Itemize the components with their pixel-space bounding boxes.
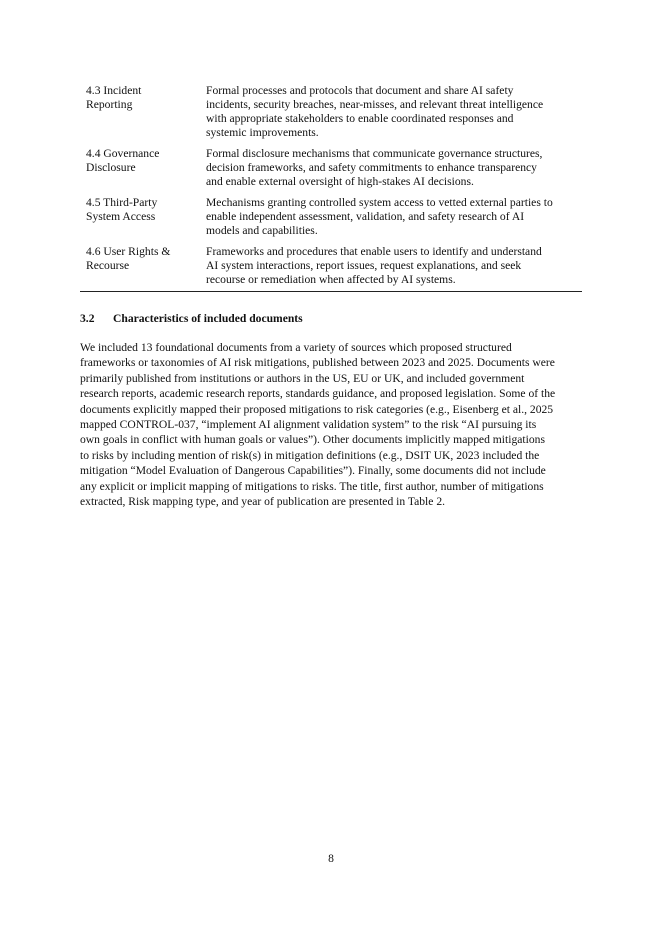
description-line: AI system interactions, report issues, request explanations, and seek — [206, 259, 522, 272]
label-line: 4.6 User Rights & — [86, 245, 171, 258]
table-row — [80, 84, 582, 140]
mitigation-table — [80, 84, 582, 292]
table-bottom-rule — [80, 291, 582, 292]
description-line: incidents, security breaches, near-misses, and relevant threat intelligence — [206, 98, 544, 111]
table-cell-description — [206, 84, 582, 140]
label-line: System Access — [86, 210, 156, 223]
paragraph-line: documents explicitly mapped their proposed mitigations to risk categories (e.g., Eisenberg et al., 2025 — [80, 402, 554, 416]
description-line: Mechanisms granting controlled system access to vetted external parties to — [206, 196, 553, 209]
description-line: Formal disclosure mechanisms that communicate governance structures, — [206, 147, 543, 160]
section-heading — [80, 312, 303, 326]
label-line: Disclosure — [86, 161, 136, 174]
table-cell-label — [86, 84, 206, 140]
table-cell-label — [86, 147, 206, 189]
description-line: enable independent assessment, validation, and safety research of AI — [206, 210, 525, 223]
paragraph-line: extracted, Risk mapping type, and year of publication are presented in Table 2. — [80, 495, 446, 509]
table-cell-label — [86, 245, 206, 287]
description-line: with appropriate stakeholders to enable coordinated responses and — [206, 112, 514, 125]
label-line: Recourse — [86, 259, 130, 272]
description-line: Formal processes and protocols that document and share AI safety — [206, 84, 514, 97]
section-number: 3.2 — [80, 312, 95, 325]
table-cell-description — [206, 245, 582, 287]
paragraph-line: primarily published from institutions or authors in the US, EU or UK, and included government — [80, 371, 525, 385]
section-title: Characteristics of included documents — [113, 312, 303, 325]
description-line: recourse or remediation when affected by AI systems. — [206, 273, 456, 286]
page-number: 8 — [328, 852, 334, 865]
description-line: systemic improvements. — [206, 126, 319, 139]
table-cell-description — [206, 196, 582, 238]
paragraph-line: mitigation “Model Evaluation of Dangerous Capabilities”). Finally, some documents did not include — [80, 464, 546, 478]
label-line: 4.3 Incident — [86, 84, 142, 97]
table-cell-label — [86, 196, 206, 238]
label-line: Reporting — [86, 98, 133, 111]
description-line: models and capabilities. — [206, 224, 318, 237]
paragraph-line: own goals in conflict with human goals or values”). Other documents implicitly mapped mitigations — [80, 433, 545, 447]
table-cell-description — [206, 147, 582, 189]
label-line: 4.5 Third-Party — [86, 196, 158, 209]
body-paragraph — [80, 340, 582, 509]
table-row — [80, 196, 582, 238]
description-line: Frameworks and procedures that enable users to identify and understand — [206, 245, 542, 258]
paragraph-line: any explicit or implicit mapping of mitigations to risks. The title, first author, number of mitigations — [80, 479, 544, 493]
paragraph-line: frameworks or taxonomies of AI risk mitigations, published between 2023 and 2025. Documents were — [80, 356, 555, 370]
label-line: 4.4 Governance — [86, 147, 160, 160]
description-line: and enable external oversight of high-stakes AI decisions. — [206, 175, 474, 188]
description-line: decision frameworks, and safety commitments to enhance transparency — [206, 161, 537, 174]
table-row — [80, 147, 582, 189]
paragraph-line: to risks by including mention of risk(s) in mitigation definitions (e.g., DSIT UK, 2023 included the — [80, 448, 540, 462]
paragraph-line: mapped CONTROL-037, “implement AI alignment validation system” to the risk “AI pursuing its — [80, 418, 537, 432]
paragraph-line: We included 13 foundational documents from a variety of sources which proposed structured — [80, 341, 512, 354]
table-row — [80, 245, 582, 287]
paragraph-line: research reports, academic research reports, standards guidance, and proposed legislation. Some of the — [80, 387, 556, 401]
